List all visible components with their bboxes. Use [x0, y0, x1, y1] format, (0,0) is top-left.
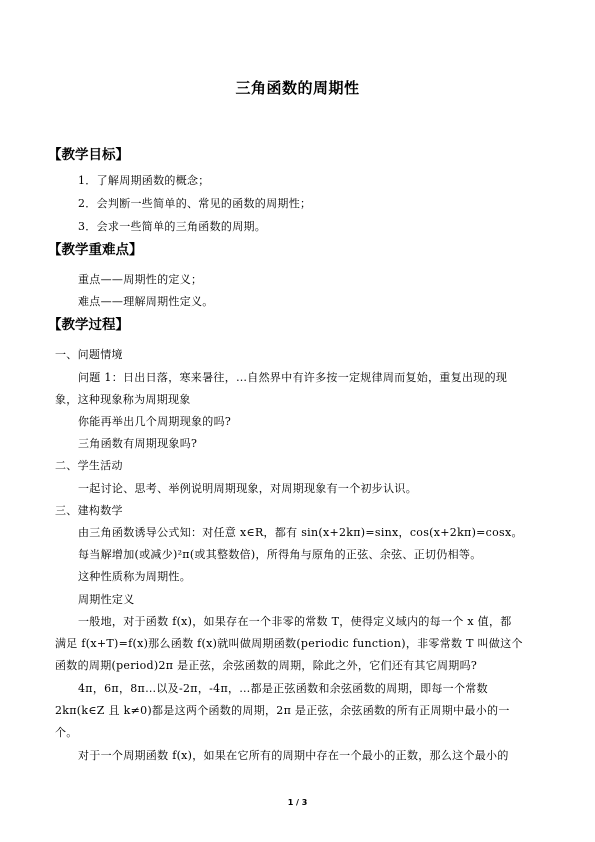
section-title-student-activity: 二、学生活动: [55, 459, 123, 472]
section-title-construct-math: 三、建构数学: [55, 504, 123, 517]
definition-para-1-line-2: 满足 f(x+T)=f(x)那么函数 f(x)就叫做周期函数(periodic function)，非零常数 T 叫做这个: [55, 637, 523, 650]
periodicity-definition-title: 周期性定义: [78, 593, 135, 606]
definition-para-2-line-2: 2kπ(k∈Z 且 k≠0)都是这两个函数的周期，2π 是正弦，余弦函数的所有正周期中最小的一: [55, 704, 510, 717]
definition-para-1-line-1: 一般地，对于函数 f(x)，如果存在一个非零的常数 T，使得定义域内的每一个 x 值，都: [78, 615, 512, 628]
definition-para-3-line-1: 对于一个周期函数 f(x)，如果在它所有的周期中存在一个最小的正数，那么这个最小的: [78, 749, 509, 762]
goal-item-2: 2．会判断一些简单的、常见的函数的周期性；: [78, 197, 312, 210]
construct-line-1: 由三角函数诱导公式知：对任意 x∈R，都有 sin(x+2kπ)=sinx，cos(x+2kπ)=cosx。: [78, 526, 523, 539]
student-activity-text: 一起讨论、思考、举例说明周期现象，对周期现象有一个初步认识。: [78, 482, 417, 495]
definition-para-2-line-3: 个。: [55, 726, 78, 739]
page-number: 1 / 3: [287, 798, 308, 807]
goal-item-3: 3．会求一些简单的三角函数的周期。: [78, 220, 267, 233]
question-1-line-1: 问题 1：日出日落，寒来暑往，…自然界中有许多按一定规律周而复始，重复出现的现: [78, 371, 508, 384]
key-point-item-2: 难点——理解周期性定义。: [78, 295, 214, 308]
question-2: 你能再举出几个周期现象的吗?: [78, 415, 232, 428]
key-point-item-1: 重点——周期性的定义；: [78, 273, 203, 286]
construct-line-2: 每当解增加(或减少)²π(或其整数倍)，所得角与原角的正弦、余弦、正切仍相等。: [78, 548, 482, 561]
question-3: 三角函数有周期现象吗?: [78, 437, 198, 450]
goal-item-1: 1．了解周期函数的概念；: [78, 174, 210, 187]
definition-para-1-line-3: 函数的周期(period)2π 是正弦，余弦函数的周期，除此之外，它们还有其它周期吗?: [55, 659, 478, 672]
definition-para-2-line-1: 4π，6π，8π…以及-2π，-4π，…都是正弦函数和余弦函数的周期，即每一个常数: [78, 682, 488, 695]
heading-teaching-goals: 【教学目标】: [48, 147, 129, 163]
construct-line-3: 这种性质称为周期性。: [78, 570, 191, 583]
heading-teaching-process: 【教学过程】: [48, 317, 129, 333]
document-title: 三角函数的周期性: [235, 79, 360, 97]
question-1-line-2: 象，这种现象称为周期现象: [55, 393, 191, 406]
heading-key-points: 【教学重难点】: [48, 242, 143, 258]
section-title-problem-situation: 一、问题情境: [55, 348, 123, 361]
